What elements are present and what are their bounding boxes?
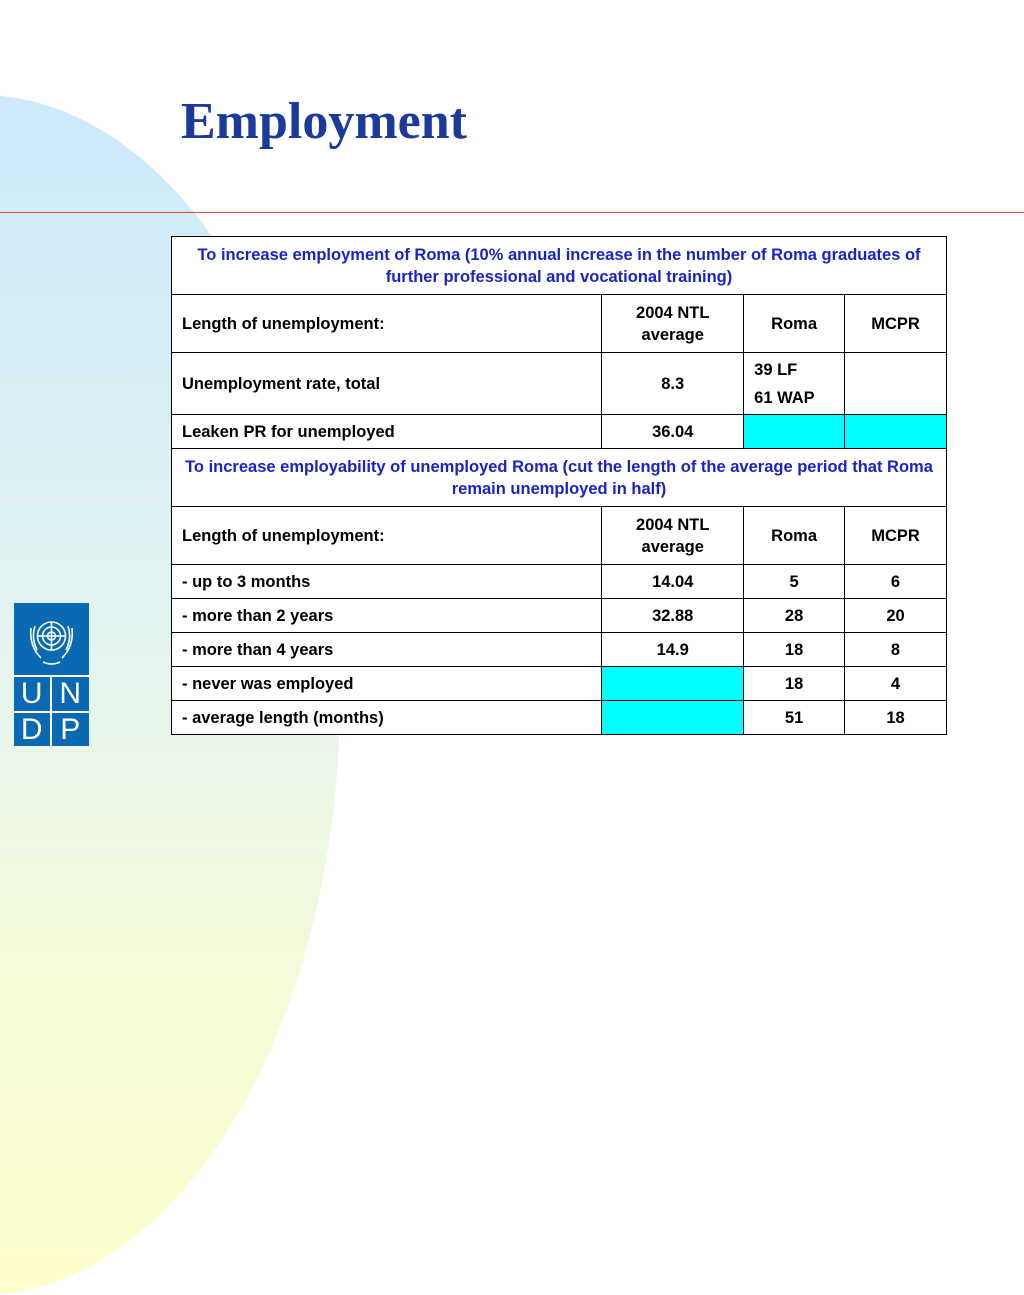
row-label: - never was employed [172, 667, 602, 701]
mcpr-value: 8 [845, 633, 947, 667]
mcpr-value: 18 [845, 701, 947, 735]
table-column-header-row [172, 295, 947, 353]
employment-table [171, 236, 947, 735]
table-row [172, 633, 947, 667]
table-column-header-row [172, 507, 947, 565]
ntl-value: 14.9 [602, 633, 744, 667]
column-header-label: Length of unemployment: [172, 295, 602, 353]
roma-value: 18 [744, 667, 845, 701]
logo-letter-u: U [14, 675, 52, 711]
table-row [172, 701, 947, 735]
roma-value: 51 [744, 701, 845, 735]
roma-value: 28 [744, 599, 845, 633]
row-label: - more than 4 years [172, 633, 602, 667]
title-divider [0, 212, 1024, 213]
table-section-header [172, 449, 947, 507]
ntl-value: 32.88 [602, 599, 744, 633]
row-label: - average length (months) [172, 701, 602, 735]
roma-value [744, 353, 845, 415]
roma-value: 5 [744, 565, 845, 599]
table-row [172, 353, 947, 415]
column-header-roma: Roma [744, 507, 845, 565]
column-header-ntl: 2004 NTL average [602, 507, 744, 565]
un-emblem-icon [19, 606, 84, 672]
row-label: - more than 2 years [172, 599, 602, 633]
mcpr-value-empty [845, 415, 947, 449]
table-row [172, 667, 947, 701]
ntl-value: 36.04 [602, 415, 744, 449]
section1-header: To increase employment of Roma (10% annual increase in the number of Roma graduates of further professional and vocational training) [172, 237, 947, 295]
column-header-mcpr: MCPR [845, 507, 947, 565]
roma-value: 18 [744, 633, 845, 667]
table-row [172, 565, 947, 599]
logo-letter-d: D [14, 711, 52, 747]
row-label: Leaken PR for unemployed [172, 415, 602, 449]
undp-logo [14, 603, 89, 746]
column-header-mcpr: MCPR [845, 295, 947, 353]
undp-letters [14, 675, 89, 746]
ntl-value: 8.3 [602, 353, 744, 415]
logo-letter-p: P [52, 711, 90, 747]
roma-value-lf: 39 LF [754, 360, 798, 379]
roma-value-empty [744, 415, 845, 449]
row-label: - up to 3 months [172, 565, 602, 599]
column-header-ntl: 2004 NTL average [602, 295, 744, 353]
logo-letter-n: N [52, 675, 90, 711]
mcpr-value: 20 [845, 599, 947, 633]
ntl-value-empty [602, 667, 744, 701]
mcpr-value [845, 353, 947, 415]
mcpr-value: 4 [845, 667, 947, 701]
slide-title: Employment [181, 93, 467, 150]
mcpr-value: 6 [845, 565, 947, 599]
table-row [172, 415, 947, 449]
ntl-value-empty [602, 701, 744, 735]
table-section-header [172, 237, 947, 295]
table-row [172, 599, 947, 633]
roma-value-wap: 61 WAP [754, 388, 815, 407]
ntl-value: 14.04 [602, 565, 744, 599]
column-header-roma: Roma [744, 295, 845, 353]
section2-header: To increase employability of unemployed Roma (cut the length of the average period that Roma remain unemployed in half) [172, 449, 947, 507]
row-label: Unemployment rate, total [172, 353, 602, 415]
column-header-label: Length of unemployment: [172, 507, 602, 565]
